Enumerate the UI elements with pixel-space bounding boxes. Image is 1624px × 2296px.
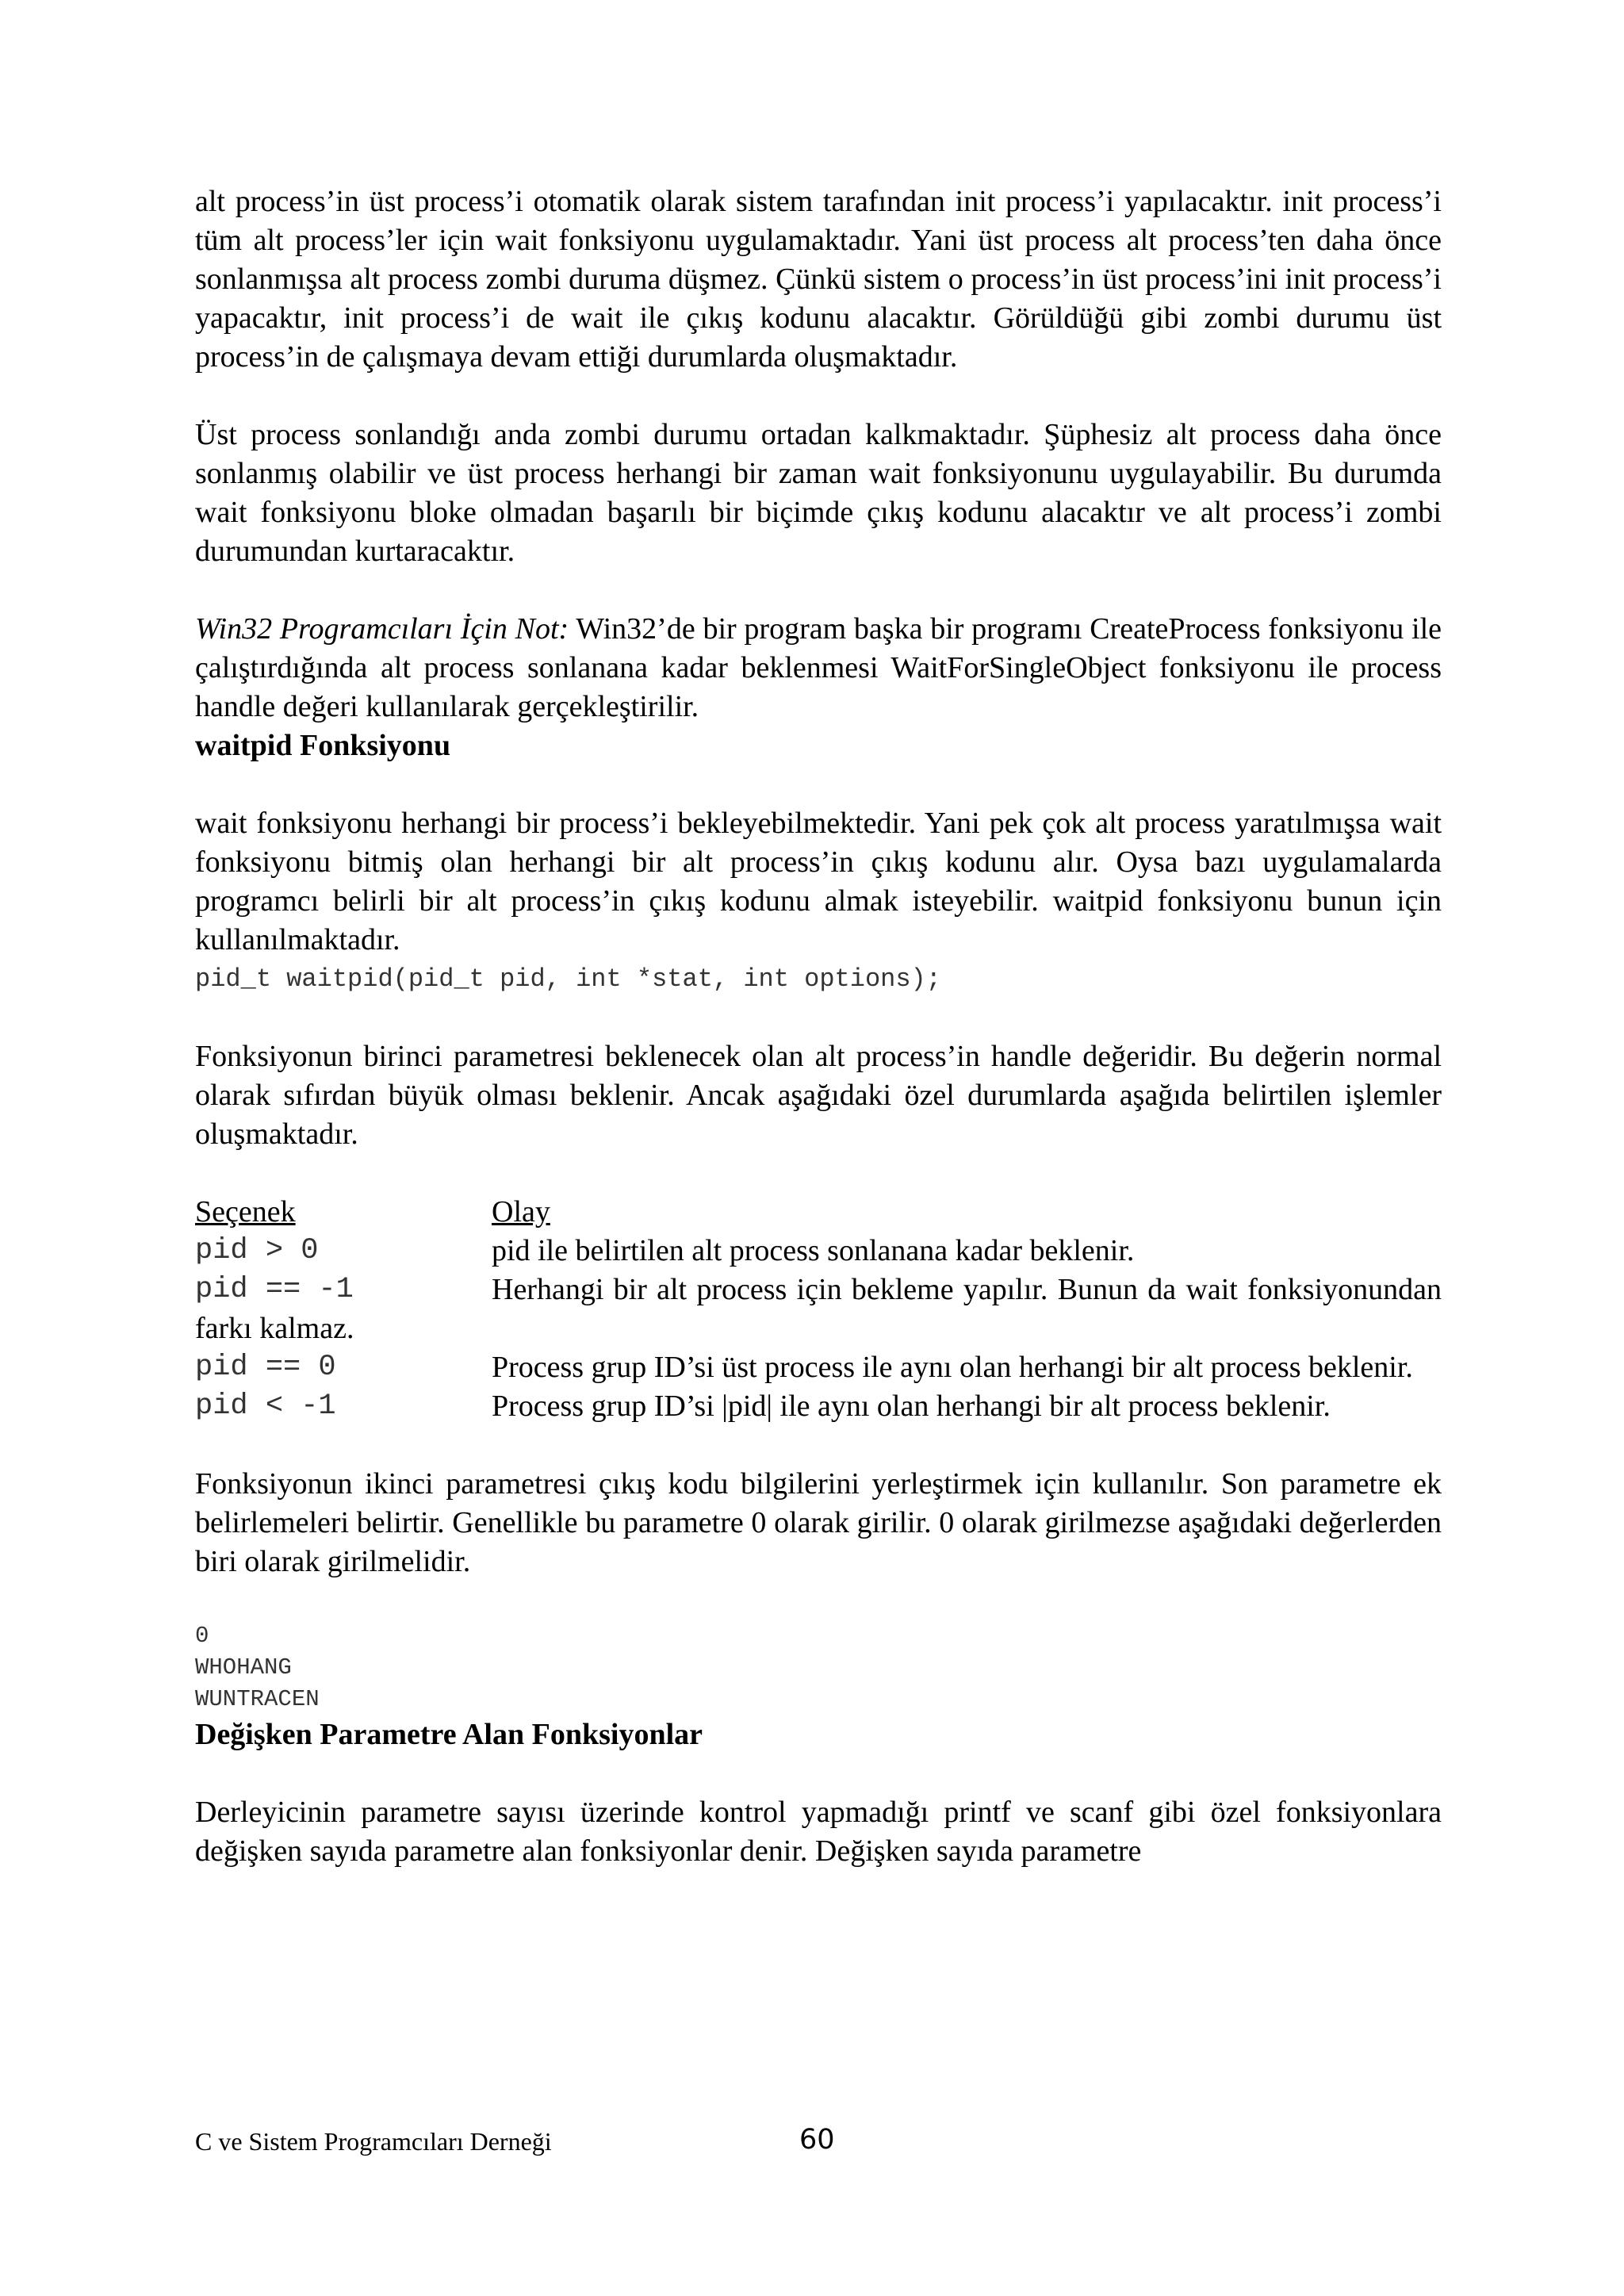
paragraph-waitpid-intro: wait fonksiyonu herhangi bir process’i bekleyebilmektedir. Yani pek çok alt process yaratılmışsa wait fonksiyonu bitmiş olan herhangi bir alt process’in çıkış kodunu alır. Oysa bazı uygulamalarda programcı belirli bir alt process’in çıkış kodunu almak isteyebilir. waitpid fonksiyonu bunun için kullanılmaktadır. [195,807,1442,956]
option-desc: Herhangi bir alt process için bekleme yapılır. Bunun da wait fonksiyonundan farkı kalmaz. [195,1273,1442,1345]
paragraph-variadic-intro: Derleyicinin parametre sayısı üzerinde kontrol yapmadığı printf ve scanf gibi özel fonksiyonlara değişken sayıda parametre alan fonksiyonlar denir. Değişken sayıda parametre [195,1796,1442,1868]
heading-waitpid: waitpid Fonksiyonu [195,729,451,762]
paragraph-param1: Fonksiyonun birinci parametresi beklenecek olan alt process’in handle değeridir. Bu değerin normal olarak sıfırdan büyük olması beklenir. Ancak aşağıdaki özel durumlarda aşağıda belirtilen işlemler oluşmaktadır. [195,1040,1442,1151]
footer-org: C ve Sistem Programcıları Derneği [195,2127,552,2156]
list-item: WUNTRACEN [195,1686,320,1712]
table-row [195,1348,1442,1387]
option-desc: Process grup ID’si üst process ile aynı olan herhangi bir alt process beklenir. [492,1351,1413,1384]
option-desc: Process grup ID’si |pid| ile aynı olan herhangi bir alt process beklenir. [492,1389,1331,1423]
column-header-event: Olay [492,1195,550,1228]
list-item: 0 [195,1623,209,1649]
page-number: 60 [799,2124,835,2156]
paragraph-win32-note [195,610,1442,726]
option-key: pid == -1 [195,1273,354,1306]
options-table-header [195,1193,1442,1232]
paragraph-zombie: Üst process sonlandığı anda zombi durumu ortadan kalkmaktadır. Şüphesiz alt process daha önce sonlanmış olabilir ve üst process herhangi bir zaman wait fonksiyonunu uygulayabilir. Bu durumda wait fonksiyonu bloke olmadan başarılı bir biçimde çıkış kodunu alacaktır ve alt process’i zombi durumundan kurtaracaktır. [195,418,1442,568]
options-list [195,1620,1442,1715]
paragraph-init-process: alt process’in üst process’i otomatik olarak sistem tarafından init process’i yapılacaktır. init process’i tüm alt process’ler için wait fonksiyonu uygulamaktadır. Yani üst process alt process’ten daha önce sonlanmışsa alt process zombi duruma düşmez. Çünkü sistem o process’in üst process’ini init process’i yapacaktır, init process’i de wait ile çıkış kodunu alacaktır. Görüldüğü gibi zombi durumu üst process’in de çalışmaya devam ettiği durumlarda oluşmaktadır. [195,185,1442,374]
paragraph-param2: Fonksiyonun ikinci parametresi çıkış kodu bilgilerini yerleştirmek için kullanılır. Son parametre ek belirlemeleri belirtir. Genellikle bu parametre 0 olarak girilir. 0 olarak girilmezse aşağıdaki değerlerden biri olarak girilmelidir. [195,1467,1442,1578]
option-desc: pid ile belirtilen alt process sonlanana kadar beklenir. [492,1234,1135,1267]
waitpid-prototype: pid_t waitpid(pid_t pid, int *stat, int options); [195,964,941,994]
option-key: pid == 0 [195,1351,336,1384]
document-page [195,182,1442,1871]
note-label: Win32 Programcıları İçin Not: [195,612,569,646]
table-row [195,1271,1442,1348]
options-table [195,1193,1442,1426]
column-header-option: Seçenek [195,1195,296,1228]
table-row [195,1387,1442,1426]
option-key: pid > 0 [195,1234,319,1267]
heading-variadic: Değişken Parametre Alan Fonksiyonlar [195,1718,703,1751]
option-key: pid < -1 [195,1389,336,1423]
table-row [195,1232,1442,1271]
list-item: WHOHANG [195,1654,292,1681]
note-text: Win32’de bir program başka bir programı CreateProcess fonksiyonu ile çalıştırdığında alt process sonlanana kadar beklenmesi WaitForSingleObject fonksiyonu ile process handle değeri kullanılarak gerçekleştirilir. [195,612,1442,723]
